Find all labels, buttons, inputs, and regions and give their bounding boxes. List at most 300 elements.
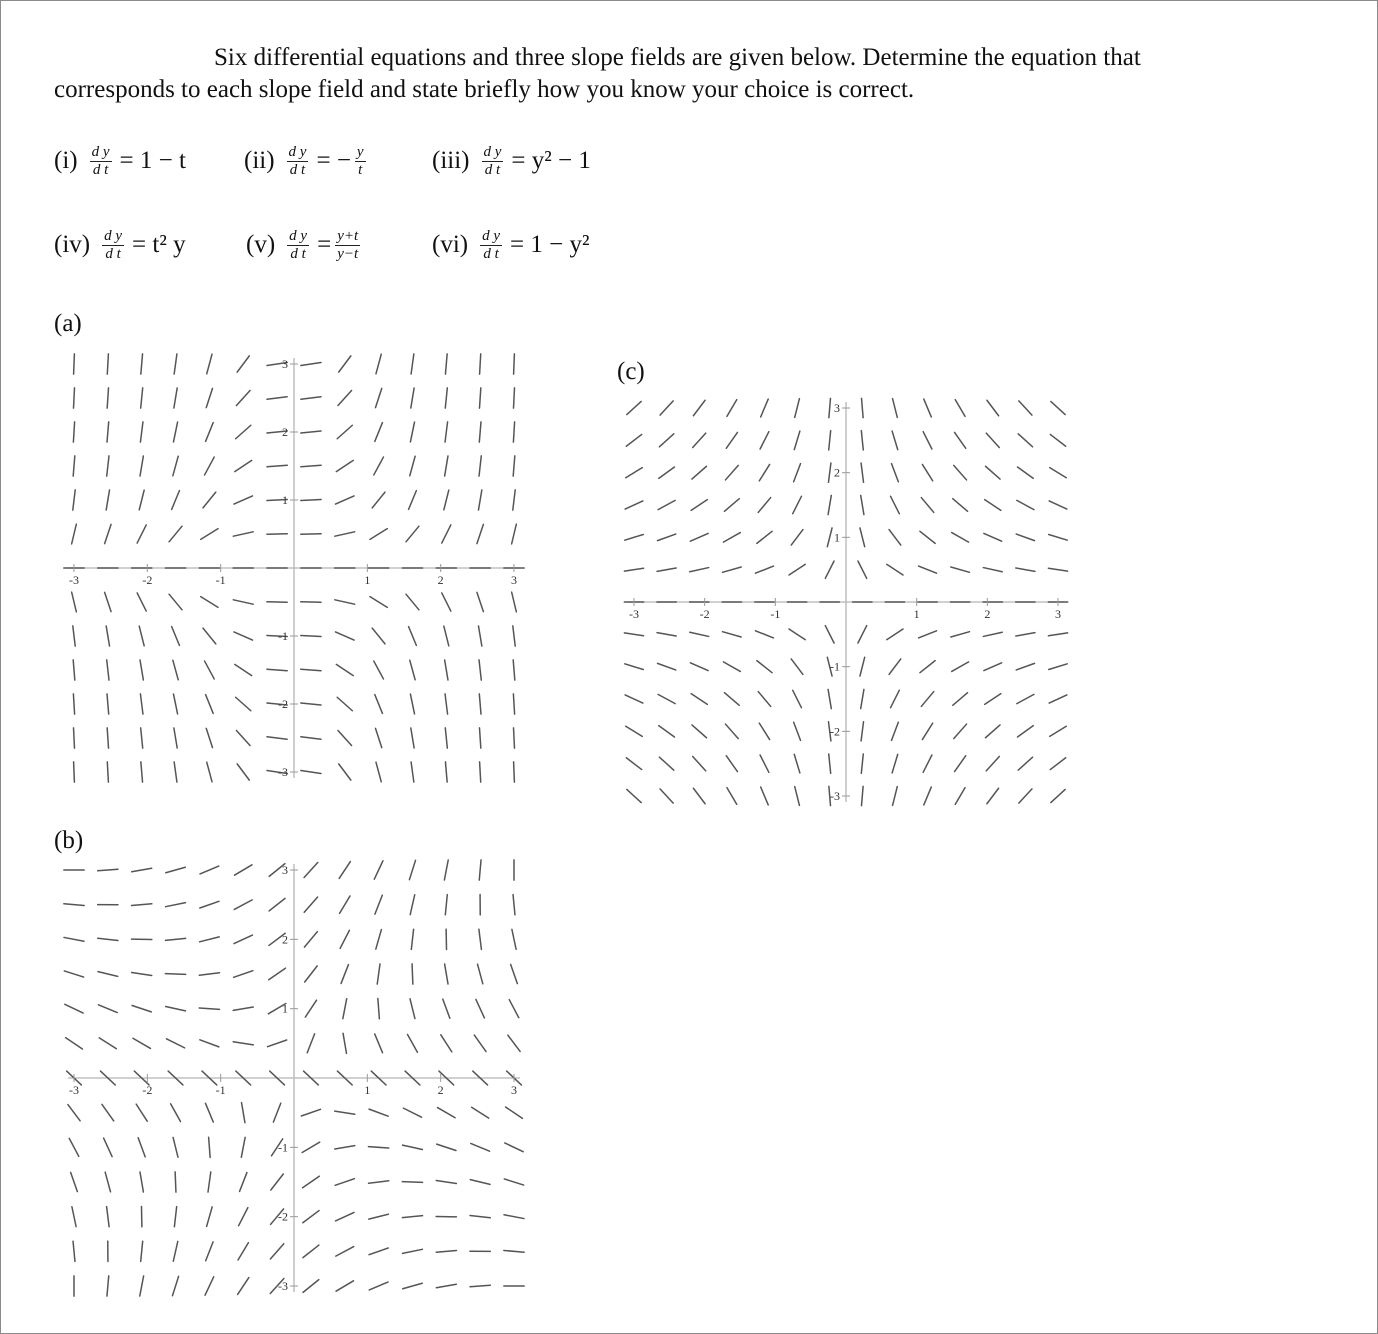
slope-segment [625,664,644,670]
slope-segment [104,1138,112,1156]
slope-segment [140,660,143,680]
slope-segment [920,661,935,673]
slope-segment [140,456,143,476]
slope-segment [470,1285,490,1287]
slope-segment [726,432,737,448]
slope-segment [691,694,707,705]
slope-segment [107,422,109,442]
slope-field-a [62,352,526,784]
slope-segment [436,1284,456,1287]
slope-segment [140,1172,143,1192]
slope-segment [757,661,772,673]
slope-segment [336,664,353,675]
slope-segment [335,532,355,536]
slope-segment [1050,758,1065,770]
y-tick-label: 2 [282,425,288,439]
slope-segment [436,1180,456,1183]
slope-segment [924,787,932,805]
slope-segment [206,388,212,407]
slope-segment [369,1109,388,1116]
slope-segment [343,1033,346,1053]
slope-segment [791,659,803,674]
slope-segment [472,1107,489,1118]
derivative-fraction: $\frac{\text{d y}}{\text{d t}}$ [288,143,307,178]
slope-field-b [62,858,526,1298]
slope-segment [444,490,449,510]
slope-segment [138,1138,145,1157]
slope-segment [205,1103,213,1122]
slope-segment [207,1207,213,1227]
slope-segment [408,1034,418,1052]
slope-segment [409,627,417,646]
slope-segment [206,423,214,442]
slope-segment [102,1104,114,1121]
slope-segment [376,354,381,374]
slope-segment [73,490,75,510]
slope-segment [303,1211,319,1223]
slope-segment [889,530,901,545]
slope-segment [410,660,415,680]
slope-segment [476,999,484,1017]
slope-segment [861,689,864,708]
slope-segment [987,400,999,415]
slope-segment [98,972,118,977]
slope-segment [339,862,350,879]
slope-segment [73,660,75,680]
slope-segment [140,1276,144,1296]
slope-segment [506,1107,523,1118]
slope-segment [234,900,252,910]
slope-segment [369,1214,389,1219]
slope-segment [1016,663,1034,670]
slope-segment [235,460,252,471]
slope-segment [984,663,1002,671]
slope-segment [1049,535,1068,541]
slope-segment [166,867,186,873]
slope-segment [1018,726,1034,737]
slope-segment [402,1216,422,1218]
slope-segment [139,626,144,646]
slope-segment [236,730,250,745]
slope-segment [479,456,481,476]
slope-segment [789,629,805,640]
equation-rhs: = 1 − y² [510,231,590,258]
slope-segment [301,737,321,739]
x-tick-label: -2 [142,573,153,587]
x-tick-label: -2 [142,1083,153,1097]
slope-segment [445,964,448,984]
slope-segment [235,664,252,675]
slope-segment [369,1181,389,1183]
slope-segment [441,1035,452,1052]
slope-segment [410,895,415,915]
slope-segment [107,354,108,374]
slope-segment [339,356,351,372]
slope-segment [659,726,675,737]
slope-segment [479,422,481,442]
slope-segment [301,431,321,433]
slope-segment [659,757,673,770]
slope-segment [406,526,419,542]
slope-segment [445,728,447,748]
slope-segment [141,354,143,374]
slope-segment [403,1108,421,1117]
slope-segment [174,354,177,374]
x-tick-label: 1 [364,573,371,587]
slope-segment [1049,695,1067,703]
derivative-fraction: $\frac{\text{d y}}{\text{d t}}$ [482,227,501,262]
equation-rhs-prefix: = [317,231,332,258]
slope-segment [237,356,249,372]
slope-segment [1048,633,1067,636]
slope-segment [444,860,448,880]
slope-segment [514,354,515,374]
slope-segment [479,660,481,680]
slope-segment [725,465,738,480]
slope-segment [343,999,347,1019]
x-tick-label: 3 [511,1083,517,1097]
slope-segment [445,895,447,915]
x-tick-label: -3 [69,573,79,587]
slope-segment [132,904,152,906]
slope-segment [513,626,515,646]
x-tick-label: 2 [437,1083,444,1097]
equation-rhs: = y² − 1 [511,147,591,174]
slope-segment [173,1137,178,1157]
slope-segment [72,592,77,612]
slope-segment [335,1111,355,1114]
slope-segment [1050,468,1067,478]
y-tick-label: -1 [830,659,840,674]
slope-segment [199,1008,219,1009]
slope-segment [921,692,933,707]
slope-segment [378,999,380,1019]
x-tick-label: 1 [364,1083,371,1097]
slope-segment [761,787,769,805]
slope-segment [724,499,739,512]
slope-segment [892,431,898,450]
slope-segment [375,1034,383,1053]
slope-segment [985,694,1001,705]
slope-segment [625,535,644,541]
y-tick-label: 2 [282,932,288,947]
slope-segment [98,1005,117,1013]
slope-segment [375,895,382,914]
slope-segment [307,1034,314,1053]
slope-segment [369,1282,388,1290]
slope-segment [99,1038,116,1049]
slope-segment [951,567,970,572]
slope-segment [341,965,348,984]
slope-segment [1050,434,1065,446]
slope-segment [445,354,447,374]
slope-segment [1018,757,1032,770]
equation-rhs-prefix: = − [316,147,351,174]
slope-segment [437,1144,456,1150]
slope-segment [73,694,74,714]
slope-segment [136,1104,147,1121]
slope-segment [759,723,769,739]
slope-segment [794,754,800,773]
slope-segment [1049,501,1067,509]
slope-segment [304,862,318,877]
slope-segment [1019,789,1032,803]
slope-segment [514,388,515,408]
slope-segment [445,660,448,680]
slope-segment [508,1035,520,1051]
slope-segment [514,728,515,748]
x-tick-label: -3 [69,1083,79,1097]
slope-segment [479,929,482,949]
slope-segment [626,726,643,736]
equation-label: (ii) [244,147,275,174]
slope-segment [690,568,709,572]
slope-segment [411,354,414,374]
slope-segment [375,388,381,407]
slope-segment [795,787,800,806]
slope-segment [139,490,144,510]
slope-segment [660,401,673,415]
prompt-line-2: corresponds to each slope field and state briefly how you know your choice is correct. [54,76,915,103]
slope-segment [172,627,180,646]
slope-segment [828,495,831,514]
slope-segment [658,500,675,509]
slope-segment [335,496,354,504]
slope-segment [445,456,448,476]
slope-segment [624,568,643,571]
slope-segment [374,861,383,879]
slope-segment [723,632,742,637]
slope-segment [370,529,387,540]
slope-segment [1051,789,1065,802]
slope-segment [340,930,349,948]
slope-segment [208,1172,211,1192]
slope-segment [174,388,177,408]
slope-segment [442,525,451,543]
slope-segment [335,1146,355,1149]
slope-segment [726,756,737,772]
slope-segment [338,390,352,405]
x-tick-label: -3 [629,607,639,621]
slope-segment [301,500,321,501]
slope-segment [233,532,253,536]
slope-segment [64,937,84,941]
equation-iii [432,136,591,186]
slope-segment [301,602,321,603]
slope-segment [107,456,109,476]
slope-segment [514,762,515,782]
slope-segment [794,431,800,450]
slope-segment [1018,467,1034,478]
slope-segment [374,661,384,679]
slope-segment [337,425,352,439]
y-tick-label: 1 [834,530,840,545]
slope-segment [236,390,250,405]
slope-segment [825,561,834,578]
slope-segment [267,465,287,467]
slope-segment [480,354,481,374]
slope-segment [513,694,514,714]
slope-segment [951,632,970,637]
slope-segment [1049,664,1068,670]
slope-segment [922,464,932,480]
x-tick-label: -1 [215,1083,226,1097]
slope-segment [303,1245,319,1258]
slope-segment [165,974,185,975]
slope-segment [174,762,177,782]
slope-segment [410,456,415,476]
slope-segment [985,725,1000,738]
slope-segment [239,1208,248,1226]
plot-b-label: (b) [54,827,84,854]
slope-segment [233,1007,253,1010]
slope-segment [723,533,740,543]
slope-segment [861,722,863,741]
slope-segment [1018,434,1032,447]
slope-segment [723,662,740,672]
slope-segment [72,1207,76,1227]
y-tick-label: 1 [282,493,288,507]
slope-segment [953,693,968,706]
equation-i [54,136,186,186]
y-tick-label: 3 [282,863,288,877]
slope-segment [693,400,705,415]
slope-segment [889,659,901,674]
slope-segment [478,490,481,510]
slope-segment [98,869,118,871]
slope-segment [107,1207,110,1227]
slope-segment [829,754,831,773]
slope-segment [727,400,737,417]
slope-segment [304,932,317,948]
slope-segment [336,1281,353,1291]
problem-statement [54,42,1294,106]
slope-segment [825,626,834,643]
slope-segment [983,568,1002,572]
equation-rhs: = t² y [132,231,186,258]
slope-segment [242,1103,245,1123]
slope-segment [793,690,802,707]
slope-segment [411,388,414,408]
slope-segment [209,1137,211,1157]
slope-segment [755,566,773,573]
y-tick-label: -3 [278,1279,288,1293]
slope-segment [203,492,216,508]
slope-segment [375,728,381,747]
slope-segment [73,1241,75,1261]
slope-segment [625,501,643,509]
slope-segment [269,968,286,980]
slope-segment [755,631,773,638]
slope-segment [72,524,77,544]
slope-segment [1050,726,1067,736]
derivative-fraction: $\frac{\text{d y}}{\text{d t}}$ [483,143,502,178]
slope-segment [340,896,350,913]
slope-segment [336,1247,354,1257]
slope-segment [504,1179,523,1185]
prompt-line-1: Six differential equations and three slope fields are given below. Determine the equation that [214,44,1141,71]
slope-segment [175,1172,176,1192]
x-tick-label: -1 [770,607,781,621]
slope-segment [301,703,321,705]
plot-a-label: (a) [54,310,82,337]
slope-segment [174,728,177,748]
slope-segment [1016,534,1034,541]
slope-segment [828,463,830,482]
rhs-fraction: $\frac{y}{t}$ [356,143,364,178]
slope-segment [410,422,414,442]
slope-segment [207,354,212,374]
slope-segment [984,533,1002,541]
slope-segment [137,593,146,611]
slope-segment [267,534,287,535]
slope-segment [513,422,514,442]
slope-segment [758,498,770,513]
slope-segment [923,755,932,772]
rhs-fraction: $\frac{y+t}{y-t}$ [337,227,359,262]
slope-segment [690,632,709,636]
slope-segment [955,432,966,448]
slope-segment [477,964,482,984]
slope-segment [335,1179,354,1186]
slope-segment [657,633,676,636]
slope-segment [955,400,965,417]
slope-segment [233,600,253,604]
equation-label: (vi) [432,231,469,258]
slope-segment [301,534,321,535]
slope-segment [200,901,219,908]
equation-rhs: = 1 − t [119,147,186,174]
slope-segment [693,433,706,447]
slope-segment [504,1215,524,1219]
slope-segment [887,629,903,640]
y-tick-label: 2 [834,465,840,480]
slope-segment [892,754,898,773]
slope-segment [470,1180,490,1185]
slope-segment [657,568,676,571]
slope-segment [71,1172,78,1191]
slope-segment [107,660,109,680]
slope-segment [512,524,517,544]
slope-segment [74,762,75,782]
slope-segment [986,433,999,447]
slope-segment [107,1276,109,1296]
slope-segment [305,1000,316,1017]
slope-segment [106,626,109,646]
slope-segment [205,457,215,475]
x-tick-label: 3 [511,573,517,587]
slope-segment [955,788,965,805]
slope-segment [692,466,707,479]
slope-segment [107,762,108,782]
slope-segment [860,528,865,547]
slope-segment [761,399,769,417]
slope-segment [301,465,321,467]
slope-segment [273,1103,280,1122]
slope-segment [692,725,707,738]
slope-segment [953,499,968,512]
slope-segment [1017,500,1034,509]
slope-segment [66,1038,83,1049]
slope-segment [335,600,355,604]
y-tick-label: -2 [830,724,840,739]
slope-segment [372,492,385,508]
slope-segment [234,632,253,640]
slope-segment [985,500,1001,511]
x-tick-label: 2 [437,573,444,587]
x-tick-label: 3 [1055,607,1061,621]
slope-segment [983,632,1002,636]
